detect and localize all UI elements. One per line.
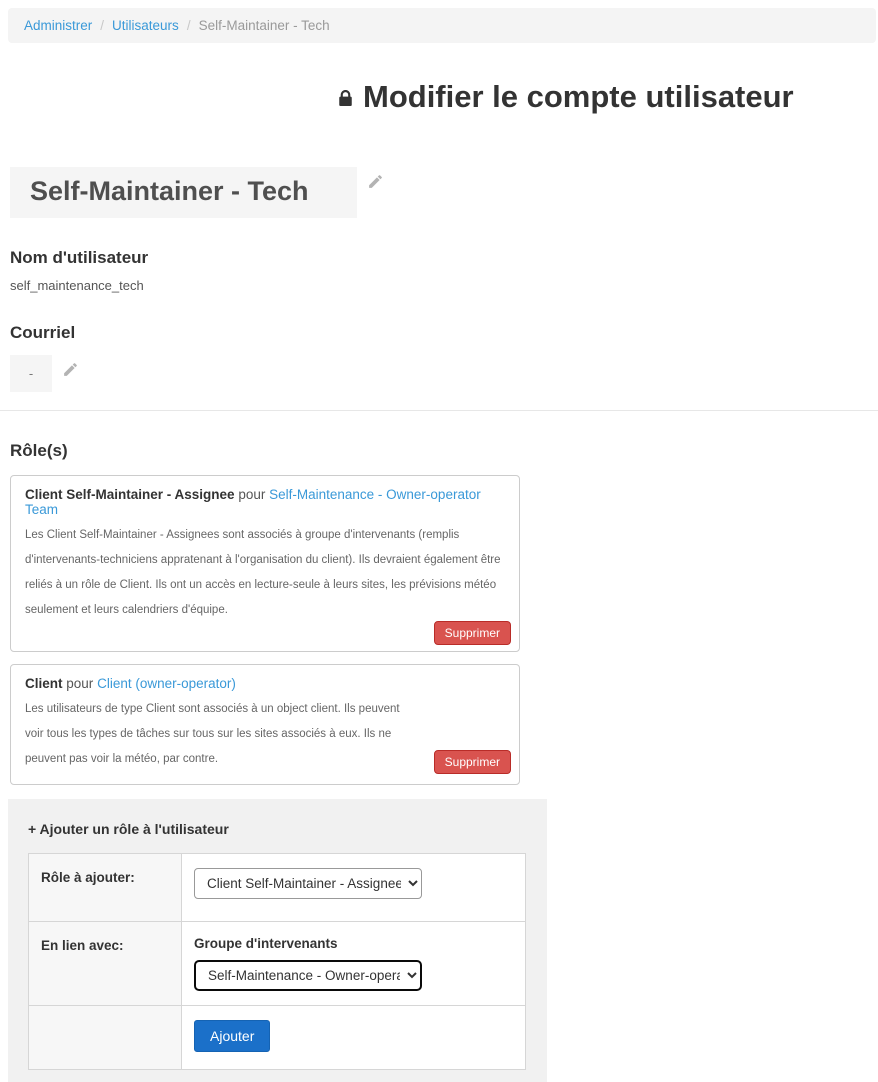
breadcrumb-current: Self-Maintainer - Tech — [198, 18, 330, 33]
display-name-box: Self-Maintainer - Tech — [10, 167, 357, 218]
add-role-table — [28, 853, 526, 1070]
email-label: Courriel — [10, 323, 76, 342]
add-role-heading: + Ajouter un rôle à l'utilisateur — [28, 821, 229, 837]
role-to-add-select[interactable] — [194, 868, 422, 899]
breadcrumb-separator: / — [186, 18, 191, 33]
linked-with-label: En lien avec: — [29, 922, 182, 1006]
role-name: Client Self-Maintainer - Assignee — [25, 487, 235, 502]
email-value-box: - — [10, 355, 52, 392]
role-connector: pour — [66, 676, 94, 691]
username-label: Nom d'utilisateur — [10, 248, 149, 267]
edit-name-icon[interactable] — [367, 173, 384, 190]
breadcrumb — [8, 8, 876, 43]
empty-cell — [29, 1006, 182, 1070]
role-card — [10, 475, 520, 652]
breadcrumb-separator: / — [100, 18, 105, 33]
group-select[interactable] — [194, 960, 422, 991]
username-value: self_maintenance_tech — [10, 278, 144, 293]
delete-role-button[interactable]: Supprimer — [434, 750, 511, 774]
role-card — [10, 664, 520, 785]
role-description: Les Client Self-Maintainer - Assignees sont associés à groupe d'intervenants (remplis d'intervenants-techniciens appratenant à l'organisation du client). Ils devraient également être reliés à un rôle de Client. Ils ont un accès en lecture-seule à leurs sites, les prévisions météo seulement et leurs calendriers d'équipe. — [25, 529, 501, 616]
group-label: Groupe d'intervenants — [194, 936, 338, 951]
page-title-text: Modifier le compte utilisateur — [363, 79, 794, 114]
roles-heading: Rôle(s) — [10, 441, 68, 460]
lock-icon — [338, 90, 353, 107]
breadcrumb-link-utilisateurs[interactable]: Utilisateurs — [112, 18, 179, 33]
role-description: Les utilisateurs de type Client sont associés à un object client. Ils peuvent voir tous les types de tâches sur tous sur les sites associés à eux. Ils ne peuvent pas voir la météo, par contre. — [25, 703, 400, 765]
role-title — [25, 487, 505, 517]
breadcrumb-link-administrer[interactable]: Administrer — [24, 18, 93, 33]
edit-email-icon[interactable] — [62, 361, 79, 378]
role-name: Client — [25, 676, 63, 691]
section-divider — [0, 410, 878, 411]
add-role-button[interactable]: Ajouter — [194, 1020, 270, 1052]
add-role-panel — [8, 799, 547, 1082]
page-title — [338, 79, 878, 115]
role-to-add-label: Rôle à ajouter: — [29, 854, 182, 922]
email-row — [10, 355, 878, 392]
roles-list — [10, 475, 520, 785]
role-target-link[interactable]: Self-Maintenance - Owner-operator Team — [25, 487, 481, 517]
role-target-link[interactable]: Client (owner-operator) — [97, 676, 236, 691]
display-name-row — [10, 167, 878, 218]
delete-role-button[interactable]: Supprimer — [434, 621, 511, 645]
role-connector: pour — [238, 487, 266, 502]
role-title — [25, 676, 505, 691]
